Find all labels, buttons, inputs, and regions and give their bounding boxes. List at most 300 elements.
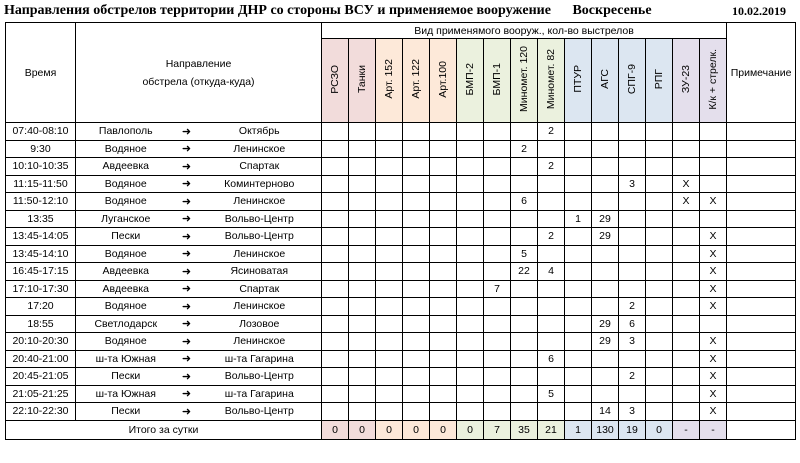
- right-arrow-icon: ➜: [181, 213, 192, 226]
- row-value-3: [403, 280, 430, 298]
- row-value-4: [430, 158, 457, 176]
- row-value-5: [457, 385, 484, 403]
- row-value-4: [430, 263, 457, 281]
- row-value-1: [349, 158, 376, 176]
- row-value-4: [430, 368, 457, 386]
- row-value-5: [457, 228, 484, 246]
- table-row: [6, 333, 796, 351]
- header-weapon-label: Миномет. 82: [545, 48, 558, 110]
- header-weapon-label: К/к + стрелк.: [707, 48, 720, 110]
- row-value-14: [700, 210, 727, 228]
- row-from: Водяное: [76, 298, 176, 316]
- row-value-14: Х: [700, 333, 727, 351]
- row-value-13: [673, 210, 700, 228]
- row-value-10: 29: [592, 315, 619, 333]
- row-value-11: [619, 140, 646, 158]
- total-value-6: 7: [484, 420, 511, 439]
- row-to: Ленинское: [198, 140, 322, 158]
- table-row: [6, 385, 796, 403]
- row-value-0: [322, 228, 349, 246]
- total-value-8: 21: [538, 420, 565, 439]
- row-time: 13:35: [6, 210, 76, 228]
- header-weapon-2: [376, 39, 403, 123]
- table-row: [6, 228, 796, 246]
- shelling-table: [5, 22, 796, 440]
- row-arrow: [176, 140, 198, 158]
- row-value-3: [403, 315, 430, 333]
- row-value-13: Х: [673, 193, 700, 211]
- row-from: ш-та Южная: [76, 385, 176, 403]
- row-arrow: [176, 368, 198, 386]
- row-arrow: [176, 333, 198, 351]
- header-weapon-label: Арт. 152: [383, 59, 396, 99]
- row-from: Авдеевка: [76, 158, 176, 176]
- row-value-3: [403, 333, 430, 351]
- row-from: Светлодарск: [76, 315, 176, 333]
- right-arrow-icon: ➜: [181, 265, 192, 278]
- header-note: Примечание: [727, 23, 796, 123]
- row-value-2: [376, 280, 403, 298]
- row-value-3: [403, 228, 430, 246]
- row-value-5: [457, 315, 484, 333]
- row-note: [727, 228, 796, 246]
- row-time: 11:15-11:50: [6, 175, 76, 193]
- row-value-12: [646, 175, 673, 193]
- right-arrow-icon: ➜: [181, 283, 192, 296]
- row-value-13: [673, 280, 700, 298]
- row-note: [727, 245, 796, 263]
- row-value-13: [673, 333, 700, 351]
- row-value-8: [538, 333, 565, 351]
- row-value-6: [484, 228, 511, 246]
- row-value-8: [538, 298, 565, 316]
- row-value-6: [484, 315, 511, 333]
- total-label: Итого за сутки: [6, 420, 322, 439]
- row-value-12: [646, 228, 673, 246]
- row-note: [727, 350, 796, 368]
- header-weapon-label: ПТУР: [572, 65, 585, 93]
- row-value-5: [457, 245, 484, 263]
- header-weapon-13: [673, 39, 700, 123]
- row-value-6: [484, 158, 511, 176]
- row-value-6: [484, 350, 511, 368]
- row-arrow: [176, 245, 198, 263]
- row-value-14: [700, 175, 727, 193]
- row-value-13: [673, 228, 700, 246]
- row-value-13: [673, 368, 700, 386]
- row-value-5: [457, 175, 484, 193]
- row-value-8: [538, 403, 565, 421]
- row-value-1: [349, 193, 376, 211]
- row-value-4: [430, 140, 457, 158]
- row-value-11: [619, 280, 646, 298]
- row-value-7: 22: [511, 263, 538, 281]
- row-value-4: [430, 403, 457, 421]
- row-arrow: [176, 385, 198, 403]
- row-to: ш-та Гагарина: [198, 385, 322, 403]
- row-arrow: [176, 158, 198, 176]
- right-arrow-icon: ➜: [181, 388, 192, 401]
- row-value-8: 2: [538, 123, 565, 141]
- row-value-6: [484, 368, 511, 386]
- row-time: 11:50-12:10: [6, 193, 76, 211]
- row-to: Вольво-Центр: [198, 228, 322, 246]
- row-value-1: [349, 333, 376, 351]
- row-value-9: [565, 368, 592, 386]
- row-value-9: [565, 333, 592, 351]
- total-value-2: 0: [376, 420, 403, 439]
- row-note: [727, 123, 796, 141]
- row-value-13: [673, 350, 700, 368]
- row-value-7: [511, 210, 538, 228]
- header-weapon-7: [511, 39, 538, 123]
- header-weapon-6: [484, 39, 511, 123]
- row-from: Водяное: [76, 175, 176, 193]
- report-date: 10.02.2019: [732, 4, 786, 18]
- row-value-12: [646, 193, 673, 211]
- row-value-8: 2: [538, 158, 565, 176]
- header-weapon-11: [619, 39, 646, 123]
- row-value-10: [592, 140, 619, 158]
- row-arrow: [176, 350, 198, 368]
- row-value-13: [673, 298, 700, 316]
- row-value-0: [322, 403, 349, 421]
- row-value-6: [484, 333, 511, 351]
- row-time: 20:40-21:00: [6, 350, 76, 368]
- header-weapon-label: РСЗО: [329, 64, 342, 94]
- row-note: [727, 315, 796, 333]
- row-value-0: [322, 210, 349, 228]
- row-value-11: [619, 385, 646, 403]
- row-value-11: [619, 228, 646, 246]
- row-from: Пески: [76, 403, 176, 421]
- row-value-1: [349, 315, 376, 333]
- row-value-7: [511, 158, 538, 176]
- table-row: [6, 245, 796, 263]
- row-value-0: [322, 315, 349, 333]
- row-value-2: [376, 385, 403, 403]
- row-to: Ленинское: [198, 333, 322, 351]
- row-from: Водяное: [76, 140, 176, 158]
- right-arrow-icon: ➜: [181, 125, 192, 138]
- header-weapon-label: АГС: [599, 69, 612, 89]
- total-value-12: 0: [646, 420, 673, 439]
- row-value-6: [484, 175, 511, 193]
- row-value-9: [565, 403, 592, 421]
- row-value-5: [457, 193, 484, 211]
- header-weapon-label: Арт.100: [437, 60, 450, 98]
- row-value-4: [430, 298, 457, 316]
- table-row: [6, 140, 796, 158]
- row-value-11: [619, 210, 646, 228]
- row-arrow: [176, 175, 198, 193]
- row-value-3: [403, 123, 430, 141]
- row-arrow: [176, 210, 198, 228]
- row-to: ш-та Гагарина: [198, 350, 322, 368]
- row-value-7: 6: [511, 193, 538, 211]
- header-weapon-label: Арт. 122: [410, 59, 423, 99]
- row-to: Вольво-Центр: [198, 403, 322, 421]
- row-value-13: [673, 315, 700, 333]
- header-weapon-14: [700, 39, 727, 123]
- total-value-1: 0: [349, 420, 376, 439]
- right-arrow-icon: ➜: [181, 178, 192, 191]
- header-weapon-label: БМП-2: [464, 62, 477, 96]
- row-value-6: [484, 245, 511, 263]
- row-value-12: [646, 368, 673, 386]
- total-note: [727, 420, 796, 439]
- total-value-10: 130: [592, 420, 619, 439]
- row-value-0: [322, 350, 349, 368]
- row-arrow: [176, 315, 198, 333]
- row-value-4: [430, 228, 457, 246]
- row-value-12: [646, 280, 673, 298]
- table-row: [6, 368, 796, 386]
- row-value-2: [376, 350, 403, 368]
- row-value-2: [376, 175, 403, 193]
- row-value-8: [538, 193, 565, 211]
- row-note: [727, 298, 796, 316]
- right-arrow-icon: ➜: [181, 143, 192, 156]
- row-time: 10:10-10:35: [6, 158, 76, 176]
- row-value-10: [592, 175, 619, 193]
- row-value-2: [376, 315, 403, 333]
- row-value-12: [646, 123, 673, 141]
- row-value-8: 4: [538, 263, 565, 281]
- table-row: [6, 193, 796, 211]
- row-value-5: [457, 368, 484, 386]
- right-arrow-icon: ➜: [181, 405, 192, 418]
- row-arrow: [176, 228, 198, 246]
- total-value-14: -: [700, 420, 727, 439]
- table-row: [6, 158, 796, 176]
- table-row: [6, 350, 796, 368]
- total-row: [6, 420, 796, 439]
- row-value-9: [565, 228, 592, 246]
- right-arrow-icon: ➜: [181, 300, 192, 313]
- right-arrow-icon: ➜: [181, 318, 192, 331]
- header-direction-line1: Направление: [165, 57, 232, 70]
- row-value-4: [430, 123, 457, 141]
- row-value-3: [403, 245, 430, 263]
- row-value-5: [457, 263, 484, 281]
- row-value-7: [511, 315, 538, 333]
- row-to: Спартак: [198, 158, 322, 176]
- row-value-9: [565, 263, 592, 281]
- table-row: [6, 403, 796, 421]
- row-value-8: [538, 315, 565, 333]
- row-value-7: [511, 228, 538, 246]
- row-value-5: [457, 210, 484, 228]
- row-value-7: [511, 123, 538, 141]
- row-value-1: [349, 210, 376, 228]
- total-value-5: 0: [457, 420, 484, 439]
- row-value-1: [349, 368, 376, 386]
- row-to: Вольво-Центр: [198, 368, 322, 386]
- row-value-4: [430, 175, 457, 193]
- row-value-7: [511, 298, 538, 316]
- row-value-8: 6: [538, 350, 565, 368]
- header-weapon-10: [592, 39, 619, 123]
- row-value-13: [673, 123, 700, 141]
- row-value-14: Х: [700, 350, 727, 368]
- row-value-10: [592, 385, 619, 403]
- row-value-6: [484, 140, 511, 158]
- table-row: [6, 263, 796, 281]
- row-value-1: [349, 298, 376, 316]
- header-weapon-label: Танки: [356, 64, 369, 94]
- row-time: 9:30: [6, 140, 76, 158]
- total-value-0: 0: [322, 420, 349, 439]
- row-value-4: [430, 280, 457, 298]
- row-value-11: [619, 193, 646, 211]
- row-value-13: Х: [673, 175, 700, 193]
- row-value-14: Х: [700, 403, 727, 421]
- row-value-0: [322, 175, 349, 193]
- row-value-6: [484, 385, 511, 403]
- row-value-4: [430, 333, 457, 351]
- right-arrow-icon: ➜: [181, 230, 192, 243]
- row-note: [727, 140, 796, 158]
- row-value-12: [646, 403, 673, 421]
- row-value-7: [511, 280, 538, 298]
- row-value-14: Х: [700, 385, 727, 403]
- row-value-9: [565, 193, 592, 211]
- row-value-10: [592, 368, 619, 386]
- row-to: Вольво-Центр: [198, 210, 322, 228]
- row-value-10: [592, 298, 619, 316]
- row-note: [727, 158, 796, 176]
- row-value-12: [646, 263, 673, 281]
- row-to: Спартак: [198, 280, 322, 298]
- row-to: Ленинское: [198, 193, 322, 211]
- header-weapon-label: РПГ: [653, 68, 666, 90]
- row-to: Ясиноватая: [198, 263, 322, 281]
- row-value-14: Х: [700, 245, 727, 263]
- row-value-5: [457, 280, 484, 298]
- row-value-9: [565, 350, 592, 368]
- table-row: [6, 280, 796, 298]
- row-value-14: Х: [700, 280, 727, 298]
- row-value-4: [430, 193, 457, 211]
- row-value-10: 29: [592, 228, 619, 246]
- header-weapon-label: ЗУ-23: [680, 64, 693, 94]
- table-row: [6, 315, 796, 333]
- row-value-12: [646, 315, 673, 333]
- row-value-9: [565, 245, 592, 263]
- row-value-6: [484, 193, 511, 211]
- row-value-13: [673, 263, 700, 281]
- row-value-12: [646, 333, 673, 351]
- row-value-1: [349, 350, 376, 368]
- row-value-3: [403, 175, 430, 193]
- row-value-9: 1: [565, 210, 592, 228]
- row-value-2: [376, 298, 403, 316]
- row-value-12: [646, 210, 673, 228]
- row-value-7: [511, 403, 538, 421]
- row-value-10: [592, 245, 619, 263]
- row-value-0: [322, 193, 349, 211]
- row-note: [727, 210, 796, 228]
- row-value-4: [430, 315, 457, 333]
- row-value-1: [349, 228, 376, 246]
- row-from: Луганское: [76, 210, 176, 228]
- row-from: Водяное: [76, 193, 176, 211]
- row-value-6: [484, 123, 511, 141]
- row-time: 17:20: [6, 298, 76, 316]
- row-value-12: [646, 140, 673, 158]
- row-value-9: [565, 280, 592, 298]
- row-value-0: [322, 140, 349, 158]
- total-value-4: 0: [430, 420, 457, 439]
- row-value-5: [457, 140, 484, 158]
- row-value-5: [457, 350, 484, 368]
- header-direction: [76, 23, 322, 123]
- row-time: 16:45-17:15: [6, 263, 76, 281]
- row-value-0: [322, 123, 349, 141]
- row-value-14: [700, 140, 727, 158]
- row-value-10: 14: [592, 403, 619, 421]
- row-value-9: [565, 140, 592, 158]
- row-value-7: [511, 175, 538, 193]
- row-note: [727, 403, 796, 421]
- row-value-1: [349, 245, 376, 263]
- row-value-5: [457, 298, 484, 316]
- row-value-8: 5: [538, 385, 565, 403]
- row-value-2: [376, 123, 403, 141]
- row-value-5: [457, 158, 484, 176]
- row-time: 18:55: [6, 315, 76, 333]
- row-value-3: [403, 263, 430, 281]
- row-note: [727, 280, 796, 298]
- row-time: 21:05-21:25: [6, 385, 76, 403]
- row-to: Ленинское: [198, 298, 322, 316]
- row-to: Октябрь: [198, 123, 322, 141]
- row-value-7: [511, 385, 538, 403]
- row-value-5: [457, 333, 484, 351]
- row-value-13: [673, 385, 700, 403]
- row-value-8: [538, 280, 565, 298]
- row-value-4: [430, 350, 457, 368]
- row-time: 20:10-20:30: [6, 333, 76, 351]
- right-arrow-icon: ➜: [181, 195, 192, 208]
- row-value-11: 2: [619, 298, 646, 316]
- row-value-0: [322, 333, 349, 351]
- report-title-text: Направления обстрелов территории ДНР со стороны ВСУ и применяемое вооружение: [4, 3, 551, 18]
- row-value-10: [592, 193, 619, 211]
- header-weapon-9: [565, 39, 592, 123]
- row-value-3: [403, 368, 430, 386]
- row-value-14: [700, 158, 727, 176]
- row-value-8: [538, 210, 565, 228]
- row-note: [727, 193, 796, 211]
- row-to: Лозовое: [198, 315, 322, 333]
- row-note: [727, 368, 796, 386]
- row-value-11: [619, 263, 646, 281]
- row-value-13: [673, 158, 700, 176]
- header-weapon-1: [349, 39, 376, 123]
- row-value-0: [322, 263, 349, 281]
- row-value-8: [538, 368, 565, 386]
- row-value-11: 3: [619, 403, 646, 421]
- row-value-14: [700, 123, 727, 141]
- row-value-3: [403, 210, 430, 228]
- row-from: ш-та Южная: [76, 350, 176, 368]
- row-value-4: [430, 385, 457, 403]
- row-value-11: [619, 245, 646, 263]
- row-value-7: 5: [511, 245, 538, 263]
- header-weapon-label: Миномет. 120: [518, 46, 531, 112]
